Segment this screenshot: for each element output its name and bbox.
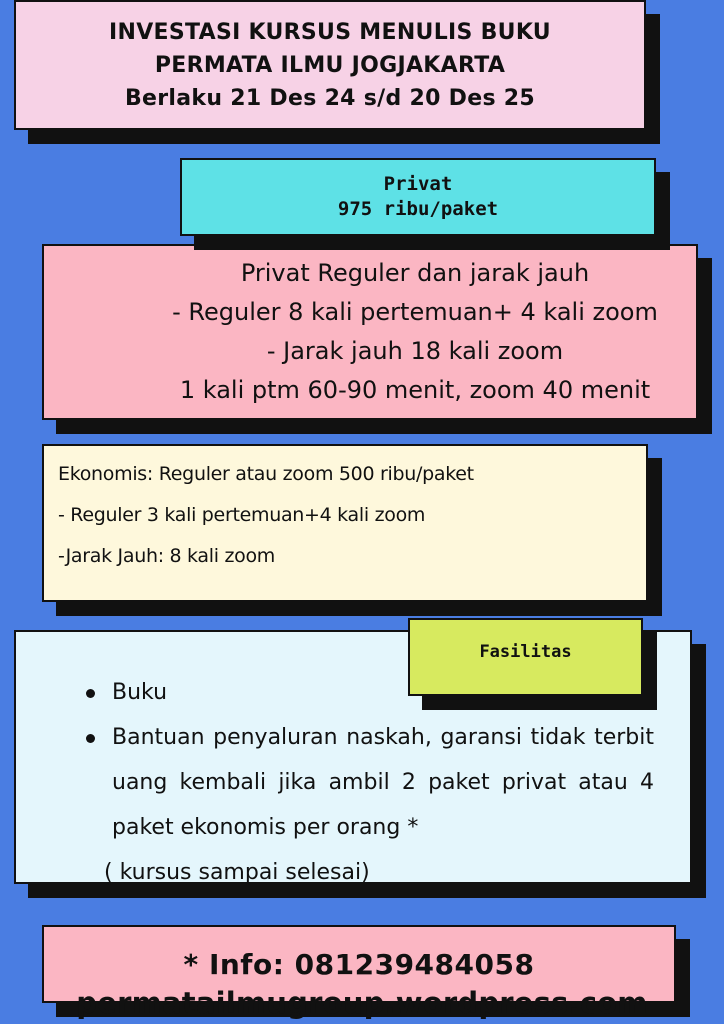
fasilitas-tag-label: Fasilitas [479, 642, 572, 662]
title-line-1: INVESTASI KURSUS MENULIS BUKU [109, 19, 551, 45]
fasilitas-note: ( kursus sampai selesai) [104, 860, 370, 885]
fasilitas-item: Bantuan penyaluran naskah, garansi tidak terbit uang kembali jika ambil 2 paket privat atau 4 paket ekonomis per orang * [112, 725, 654, 840]
privat-tag-price: 975 ribu/paket [337, 198, 499, 220]
ekonomis-line: - Reguler 3 kali pertemuan+4 kali zoom [58, 504, 426, 526]
website-link[interactable]: permatailmugroup.wordpress.com [76, 986, 648, 1020]
validity-period: Berlaku 21 Des 24 s/d 20 Des 25 [124, 85, 536, 111]
bullet-icon [86, 689, 95, 698]
contact-info: * Info: 081239484058 [183, 947, 535, 981]
ekonomis-line: -Jarak Jauh: 8 kali zoom [58, 545, 275, 567]
privat-line: - Reguler 8 kali pertemuan+ 4 kali zoom [172, 298, 658, 326]
fasilitas-tag [408, 618, 643, 696]
privat-line: Privat Reguler dan jarak jauh [240, 259, 590, 287]
fasilitas-item: Buku [112, 680, 168, 705]
title-card [14, 0, 646, 130]
privat-tag-title: Privat [383, 173, 453, 195]
list-item [112, 715, 654, 850]
ekonomis-line: Ekonomis: Reguler atau zoom 500 ribu/paket [58, 463, 474, 485]
ekonomis-card [42, 444, 648, 602]
privat-line: 1 kali ptm 60-90 menit, zoom 40 menit [179, 376, 651, 404]
privat-price-tag [180, 158, 656, 236]
fasilitas-list [104, 670, 654, 895]
privat-line: - Jarak jauh 18 kali zoom [266, 337, 564, 365]
bullet-icon [86, 734, 95, 743]
title-line-2: PERMATA ILMU JOGJAKARTA [154, 52, 506, 78]
privat-details-card [42, 244, 698, 420]
